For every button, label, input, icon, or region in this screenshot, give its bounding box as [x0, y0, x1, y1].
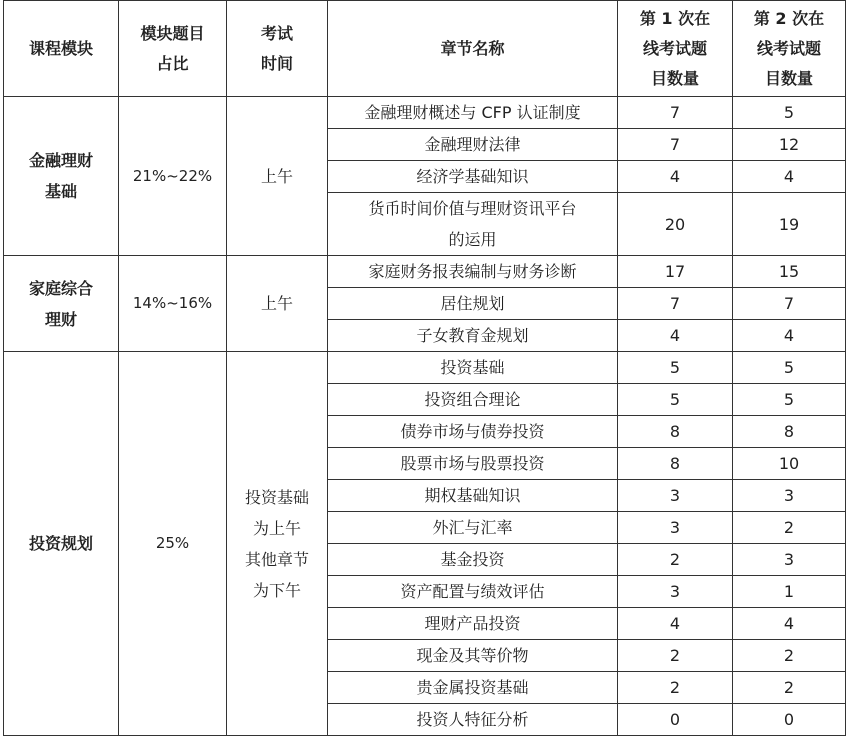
- table-body: [4, 97, 846, 736]
- second-exam-count-cell: 3: [733, 544, 846, 576]
- module-name-cell: 金融理财 基础: [4, 97, 119, 256]
- table-row: [4, 97, 846, 129]
- chapter-name-cell: 外汇与汇率: [328, 512, 618, 544]
- first-exam-count-cell: 7: [618, 288, 733, 320]
- first-exam-count-cell: 5: [618, 384, 733, 416]
- module-ratio-cell: 21%~22%: [119, 97, 227, 256]
- first-exam-count-cell: 7: [618, 129, 733, 161]
- exam-question-table: [3, 0, 846, 736]
- header-ratio: 模块题目 占比: [119, 1, 227, 97]
- second-exam-count-cell: 8: [733, 416, 846, 448]
- chapter-name-cell: 货币时间价值与理财资讯平台 的运用: [328, 193, 618, 256]
- module-ratio-cell: 25%: [119, 352, 227, 736]
- header-second-exam-count: 第 2 次在 线考试题 目数量: [733, 1, 846, 97]
- second-exam-count-cell: 0: [733, 704, 846, 736]
- second-exam-count-cell: 12: [733, 129, 846, 161]
- first-exam-count-cell: 3: [618, 480, 733, 512]
- second-exam-count-cell: 2: [733, 640, 846, 672]
- chapter-name-cell: 投资基础: [328, 352, 618, 384]
- first-exam-count-cell: 2: [618, 544, 733, 576]
- chapter-name-cell: 期权基础知识: [328, 480, 618, 512]
- second-exam-count-cell: 10: [733, 448, 846, 480]
- exam-time-cell: 投资基础 为上午 其他章节 为下午: [227, 352, 328, 736]
- chapter-name-cell: 股票市场与股票投资: [328, 448, 618, 480]
- second-exam-count-cell: 5: [733, 384, 846, 416]
- second-exam-count-cell: 2: [733, 672, 846, 704]
- chapter-name-cell: 现金及其等价物: [328, 640, 618, 672]
- second-exam-count-cell: 4: [733, 608, 846, 640]
- second-exam-count-cell: 4: [733, 320, 846, 352]
- first-exam-count-cell: 17: [618, 256, 733, 288]
- chapter-name-cell: 居住规划: [328, 288, 618, 320]
- second-exam-count-cell: 15: [733, 256, 846, 288]
- exam-time-cell: 上午: [227, 256, 328, 352]
- module-name-cell: 投资规划: [4, 352, 119, 736]
- chapter-name-cell: 基金投资: [328, 544, 618, 576]
- header-first-exam-count: 第 1 次在 线考试题 目数量: [618, 1, 733, 97]
- second-exam-count-cell: 5: [733, 97, 846, 129]
- header-chapter: 章节名称: [328, 1, 618, 97]
- header-module: 课程模块: [4, 1, 119, 97]
- chapter-name-cell: 投资组合理论: [328, 384, 618, 416]
- chapter-name-cell: 债券市场与债券投资: [328, 416, 618, 448]
- header-time: 考试 时间: [227, 1, 328, 97]
- module-ratio-cell: 14%~16%: [119, 256, 227, 352]
- first-exam-count-cell: 4: [618, 320, 733, 352]
- first-exam-count-cell: 3: [618, 576, 733, 608]
- exam-time-cell: 上午: [227, 97, 328, 256]
- table-row: [4, 352, 846, 384]
- first-exam-count-cell: 8: [618, 448, 733, 480]
- second-exam-count-cell: 2: [733, 512, 846, 544]
- chapter-name-cell: 金融理财概述与 CFP 认证制度: [328, 97, 618, 129]
- chapter-name-cell: 资产配置与绩效评估: [328, 576, 618, 608]
- chapter-name-cell: 贵金属投资基础: [328, 672, 618, 704]
- first-exam-count-cell: 2: [618, 640, 733, 672]
- second-exam-count-cell: 3: [733, 480, 846, 512]
- first-exam-count-cell: 3: [618, 512, 733, 544]
- first-exam-count-cell: 7: [618, 97, 733, 129]
- chapter-name-cell: 投资人特征分析: [328, 704, 618, 736]
- second-exam-count-cell: 4: [733, 161, 846, 193]
- first-exam-count-cell: 4: [618, 161, 733, 193]
- chapter-name-cell: 经济学基础知识: [328, 161, 618, 193]
- chapter-name-cell: 理财产品投资: [328, 608, 618, 640]
- second-exam-count-cell: 7: [733, 288, 846, 320]
- first-exam-count-cell: 2: [618, 672, 733, 704]
- table-row: [4, 256, 846, 288]
- first-exam-count-cell: 5: [618, 352, 733, 384]
- second-exam-count-cell: 19: [733, 193, 846, 256]
- chapter-name-cell: 子女教育金规划: [328, 320, 618, 352]
- second-exam-count-cell: 5: [733, 352, 846, 384]
- second-exam-count-cell: 1: [733, 576, 846, 608]
- chapter-name-cell: 金融理财法律: [328, 129, 618, 161]
- first-exam-count-cell: 0: [618, 704, 733, 736]
- first-exam-count-cell: 20: [618, 193, 733, 256]
- first-exam-count-cell: 4: [618, 608, 733, 640]
- module-name-cell: 家庭综合 理财: [4, 256, 119, 352]
- first-exam-count-cell: 8: [618, 416, 733, 448]
- chapter-name-cell: 家庭财务报表编制与财务诊断: [328, 256, 618, 288]
- header-row: [4, 1, 846, 97]
